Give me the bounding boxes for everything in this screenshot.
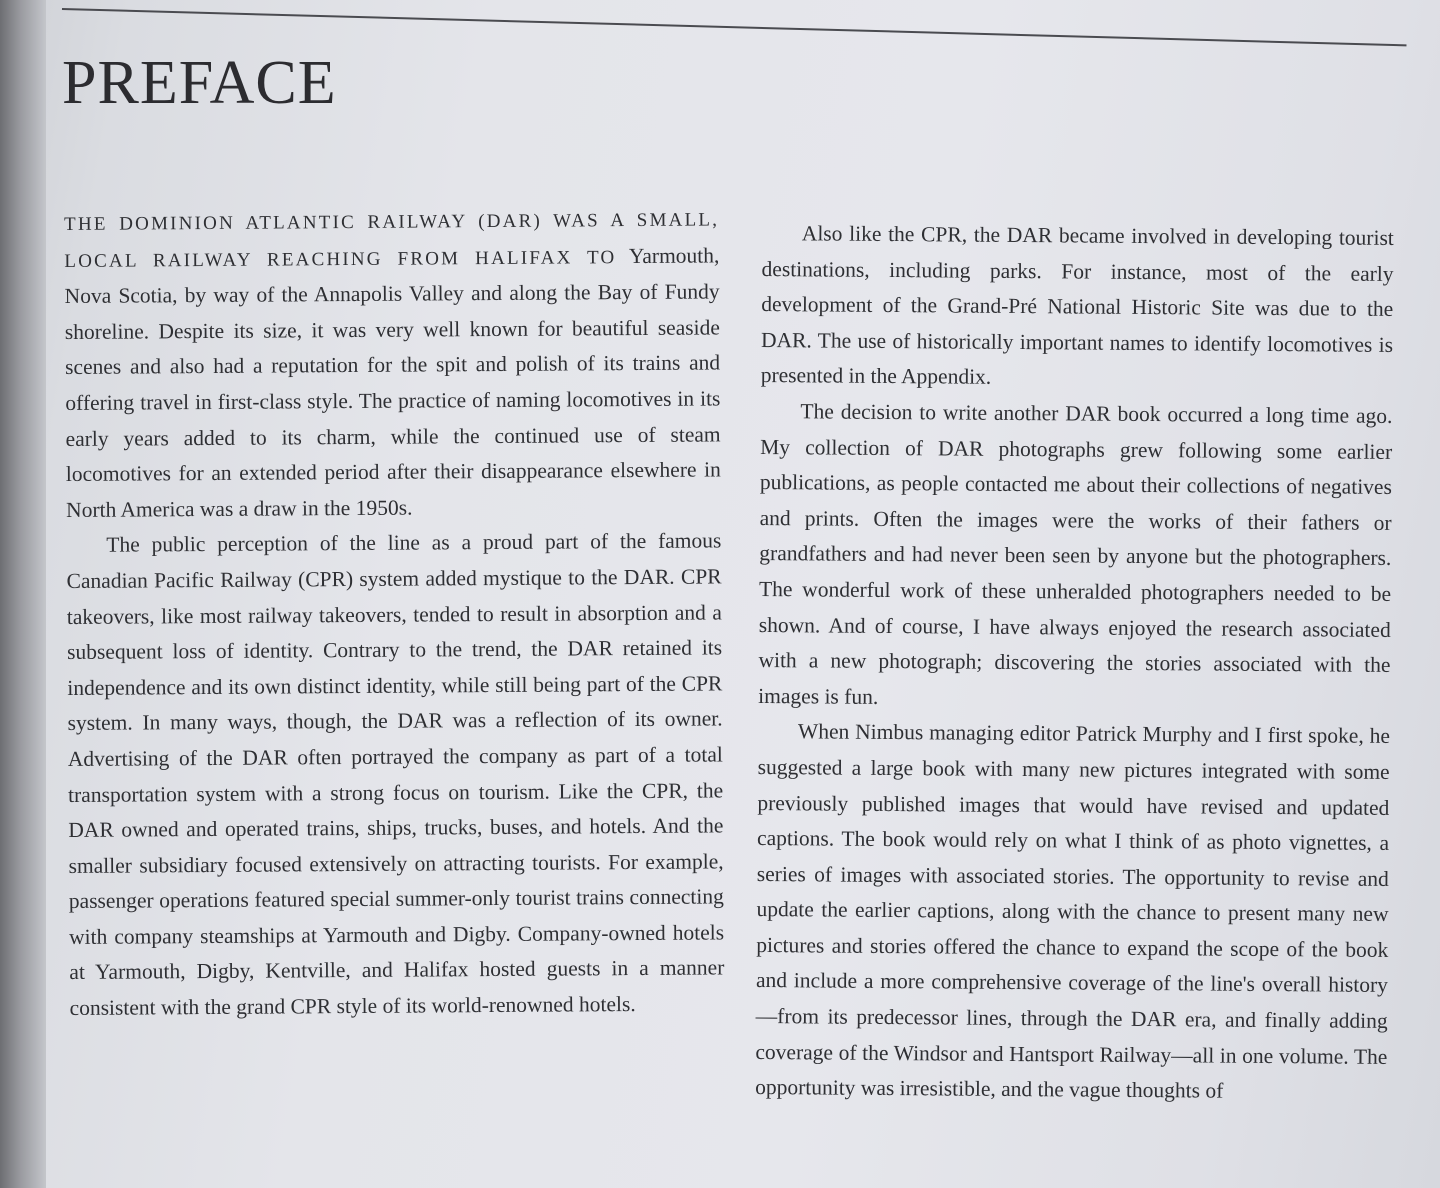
- right-column: [755, 216, 1394, 1111]
- left-column: [64, 201, 725, 1026]
- left-paragraph-1-text: Yarmouth, Nova Scotia, by way of the Annapolis Valley and along the Bay of Fundy shoreline. Despite its size, it was very well known for beautiful seaside scenes and also had a reputation for the spit and polish of its trains and offering travel in first-class style. The practice of naming locomotives in its early years added to its charm, while the continued use of steam locomotives for an extended period after their disappearance elsewhere in North America was a draw in the 1950s.: [64, 243, 721, 522]
- page-title: PREFACE: [62, 49, 337, 117]
- left-paragraph-1: [64, 201, 721, 528]
- left-paragraph-2: The public perception of the line as a proud part of the famous Canadian Pacific Railway (CPR) system added mystique to the DAR. CPR takeovers, like most railway takeovers, tended to result in absorption and a subsequent loss of identity. Contrary to the trend, the DAR retained its independence and its own distinct identity, while still being part of the CPR system. In many ways, though, the DAR was a reflection of its owner. Advertising of the DAR often portrayed the company as part of a total transportation system with a strong focus on tourism. Like the CPR, the DAR owned and operated trains, ships, trucks, buses, and hotels. And the smaller subsidiary focused extensively on attracting tourists. For example, passenger operations featured special summer-only tourist trains connecting with company steamships at Yarmouth and Digby. Company-owned hotels at Yarmouth, Digby, Kentville, and Halifax hosted guests in a manner consistent with the grand CPR style of its world-renowned hotels.: [66, 528, 725, 1021]
- right-paragraph-2: The decision to write another DAR book occurred a long time ago. My collection of DAR photographs grew following some earlier publications, as people contacted me about their collections of negatives and prints. Often the images were the works of their fathers or grandfathers and had never been seen by anyone but the photographers. The wonderful work of these unheralded photographers needed to be shown. And of course, I have always enjoyed the research associated with a new photograph; discovering the stories associated with the images is fun.: [758, 399, 1393, 709]
- right-paragraph-1: Also like the CPR, the DAR became involved in developing tourist destinations, including parks. For instance, most of the early development of the Grand-Pré National Historic Site was due to the DAR. The use of historically important names to identify locomotives is presented in the Appendix.: [760, 221, 1394, 390]
- header-rule: [62, 8, 1407, 46]
- book-spine-shadow: [0, 0, 46, 1188]
- lead-in-small-caps: THE DOMINION ATLANTIC RAILWAY (DAR) WAS A SMALL, LOCAL RAILWAY REACHING FROM HALIFAX TO: [64, 209, 720, 272]
- right-paragraph-3: When Nimbus managing editor Patrick Murphy and I first spoke, he suggested a large book with many new pictures integrated with some previously published images that would have revised and updated captions. The book would rely on what I think of as photo vignettes, a series of images with associated stories. The opportunity to revise and update the earlier captions, along with the chance to present many new pictures and stories offered the chance to expand the scope of the book and include a more comprehensive coverage of the line's overall history—from its predecessor lines, through the DAR era, and finally adding coverage of the Windsor and Hantsport Railway—all in one volume. The opportunity was irresistible, and the vague thoughts of: [755, 719, 1391, 1103]
